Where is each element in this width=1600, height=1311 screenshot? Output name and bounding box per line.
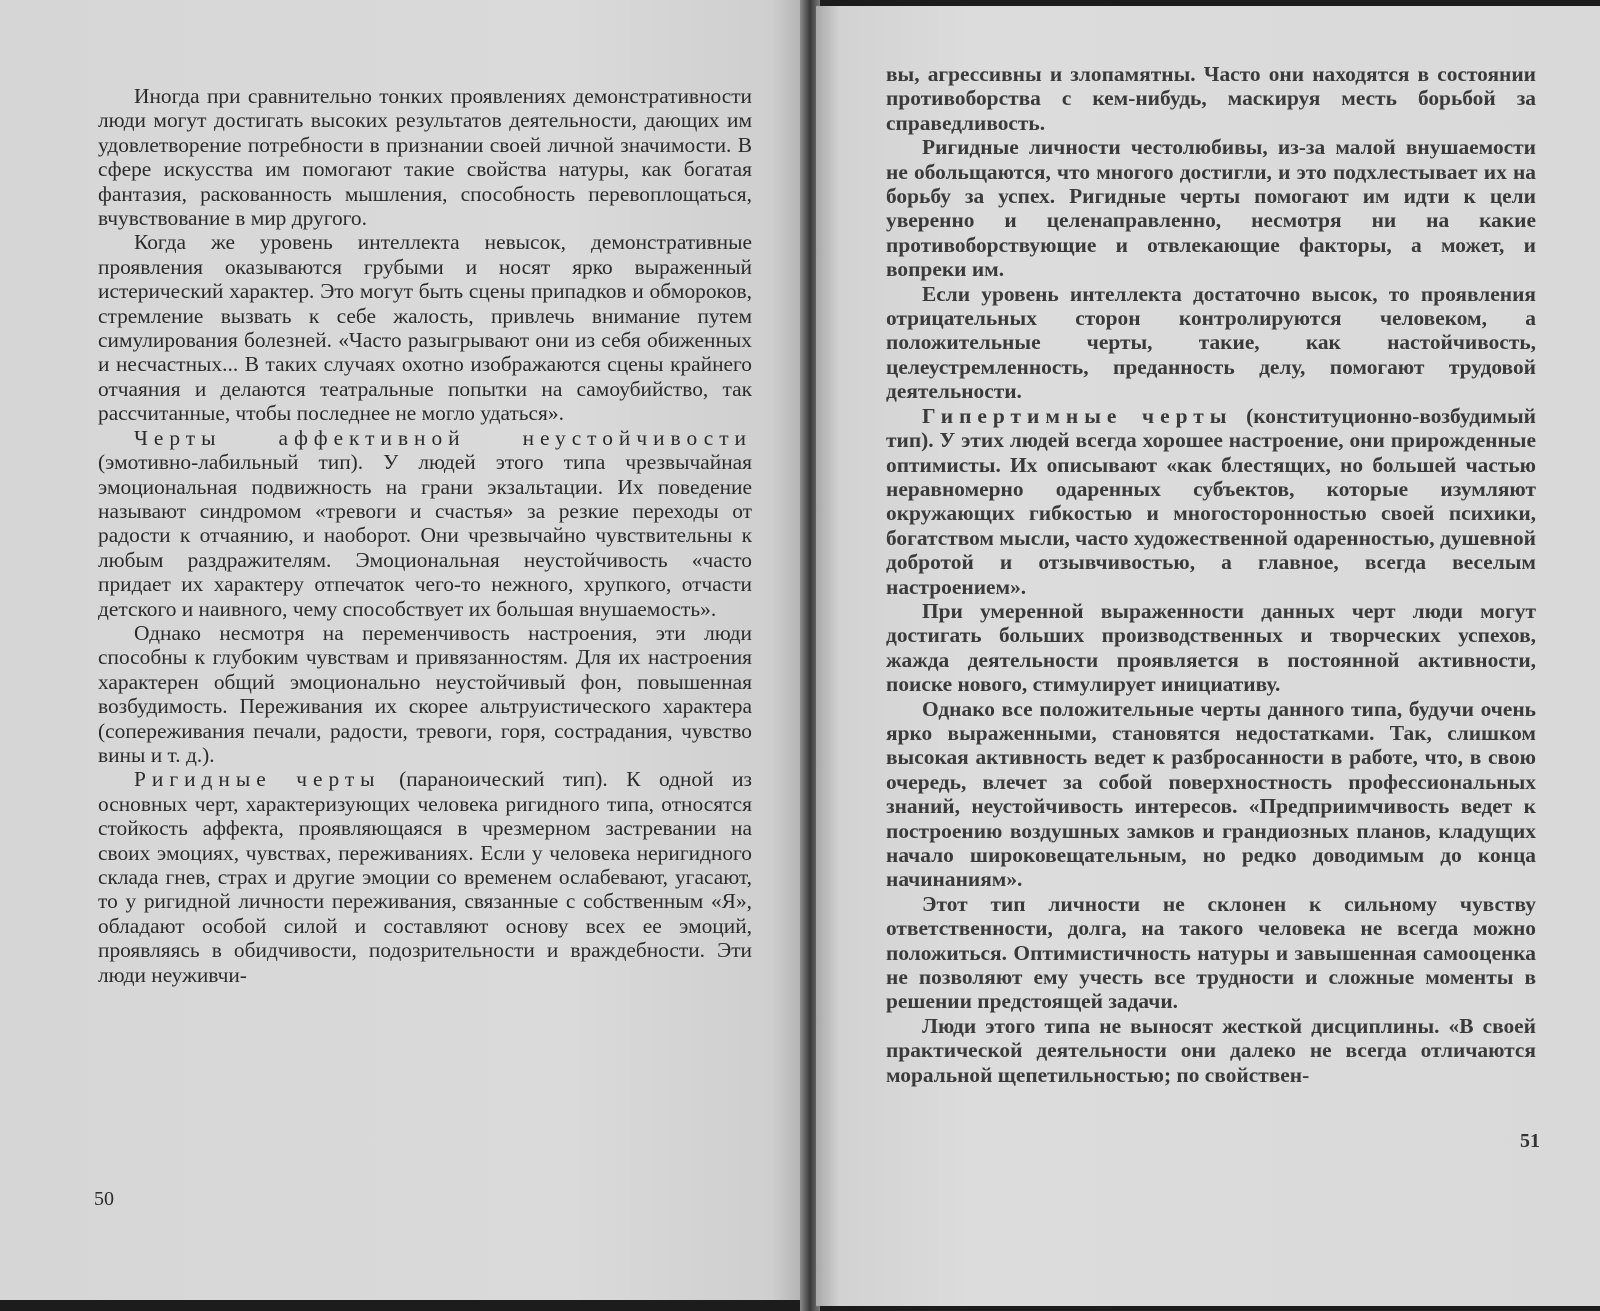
paragraph-affective [98,426,752,621]
hyperthymic-text: (конституционно-возбудимый тип). У этих людей всегда хорошее настроение, они прирожденные оптимисты. Их описывают «как блестящих, но большей частью неравномерно одаренных субъектов, которые изумляют окружающих гибкостью и многосторонностью своей психики, богатством мысли, часто художественной одаренностью, душевной добротой и отзывчивостью, а главное, всегда веселым настроением». [886,403,1536,599]
rigid-heading: Ригидные черты [134,767,381,792]
paragraph-hyperthymic [886,404,1536,599]
paragraph-continuation: вы, агрессивны и злопамятны. Часто они находятся в состоянии противоборства с кем-нибудь, маскируя месть борьбой за справедливость. [886,62,1536,135]
hyperthymic-heading: Гипертимные черты [922,403,1233,428]
affective-heading: Черты аффективной неустойчивости [134,425,752,450]
paragraph-rigid-2: Ригидные личности честолюбивы, из-за малой внушаемости не обольщаются, что многого достигли, и это подхлестывает их на борьбу за успех. Ригидные черты помогают им идти к цели уверенно и целенаправленно, несмотря ни на какие противоборствующие и отвлекающие факторы, а может, и вопреки им. [886,135,1536,282]
paragraph-rigid-3: Если уровень интеллекта достаточно высок, то проявления отрицательных сторон контролируются человеком, а положительные черты, такие, как настойчивость, целеустремленность, преданность делу, помогают трудовой деятельности. [886,281,1536,404]
paragraph-demonstrative-1: Иногда при сравнительно тонких проявлениях демонстративности люди могут достигать высоких результатов деятельности, дающих им удовлетворение потребности в признании своей личной значимости. В сфере искусства им помогают такие свойства натуры, как богатая фантазия, раскованность мышления, способность перевоплощаться, вчувствование в мир другого. [98,84,752,231]
paragraph-hyperthymic-3: Однако все положительные черты данного типа, будучи очень ярко выраженными, становятся недостатками. Так, слишком высокая активность ведет к разбросанности в работе, что, в свою очередь, влечет за собой поверхностность профессиональных знаний, неустойчивость интересов. «Предприимчивость ведет к построению воздушных замков и грандиозных планов, кладущих начало широковещательным, но редко доводимым до конца начинаниям». [886,696,1536,892]
paragraph-rigid [98,767,752,987]
page-number-left: 50 [94,1188,114,1210]
paragraph-affective-2: Однако несмотря на переменчивость настроения, эти люди способны к глубоким чувствам и привязанностям. Для их настроения характерен общий эмоционально неустойчивый фон, повышенная возбудимость. Переживания их скорее альтруистического характера (сопереживания печали, радости, тревоги, горя, сострадания, чувство вины и т. д.). [98,620,752,767]
affective-text: (эмотивно-лабильный тип). У людей этого типа чрезвычайная эмоциональная подвижность на грани экзальтации. Их поведение называют синдромом «тревоги и счастья» за резкие переходы от радости к отчаянию, и наоборот. Они чрезвычайно чувствительны к любым раздражителям. Эмоциональная неустойчивость «часто придает их характеру отпечаток чего-то нежного, хрупкого, отчасти детского и наивного, чему способствует их большая внушаемость». [98,450,752,621]
right-page-text [886,62,1536,1087]
paragraph-hyperthymic-2: При умеренной выраженности данных черт люди могут достигать больших производственных и творческих успехов, жажда деятельности проявляется в постоянной активности, поиске нового, стимулирует инициативу. [886,598,1536,697]
paragraph-demonstrative-2: Когда же уровень интеллекта невысок, демонстративные проявления оказываются грубыми и носят ярко выраженный истерический характер. Это могут быть сцены припадков и обмороков, стремление вызвать к себе жалость, привлечь внимание путем симулирования болезней. «Часто разыгрывают они из себя обиженных и несчастных... В таких случаях охотно изображаются сцены крайнего отчаяния и делаются театральные попытки на самоубийство, так рассчитанные, чтобы последнее не могло удаться». [98,230,752,426]
right-page [816,6,1600,1306]
rigid-text: (параноический тип). К одной из основных черт, характеризующих человека ригидного типа, относятся стойкость аффекта, проявляющаяся в чрезмерном застревании на своих эмоциях, чувствах, переживаниях. Если у человека неригидного склада гнев, страх и другие эмоции со временем ослабевают, угасают, то у ригидной личности переживания, связанные с собственным «Я», обладают особой силой и составляют основу всех ее эмоций, проявляясь в обидчивости, подозрительности и враждебности. Эти люди неуживчи- [98,767,752,987]
paragraph-hyperthymic-4: Этот тип личности не склонен к сильному чувству ответственности, долга, на такого человека не всегда можно положиться. Оптимистичность натуры и завышенная самооценка не позволяют ему учесть все трудности и сложные моменты в решении предстоящей задачи. [886,891,1536,1014]
paragraph-hyperthymic-5: Люди этого типа не выносят жесткой дисциплины. «В своей практической деятельности они далеко не всегда отличаются моральной щепетильностью; по свойствен- [886,1013,1536,1087]
page-number-right: 51 [1520,1130,1540,1152]
left-page-text [98,84,752,987]
